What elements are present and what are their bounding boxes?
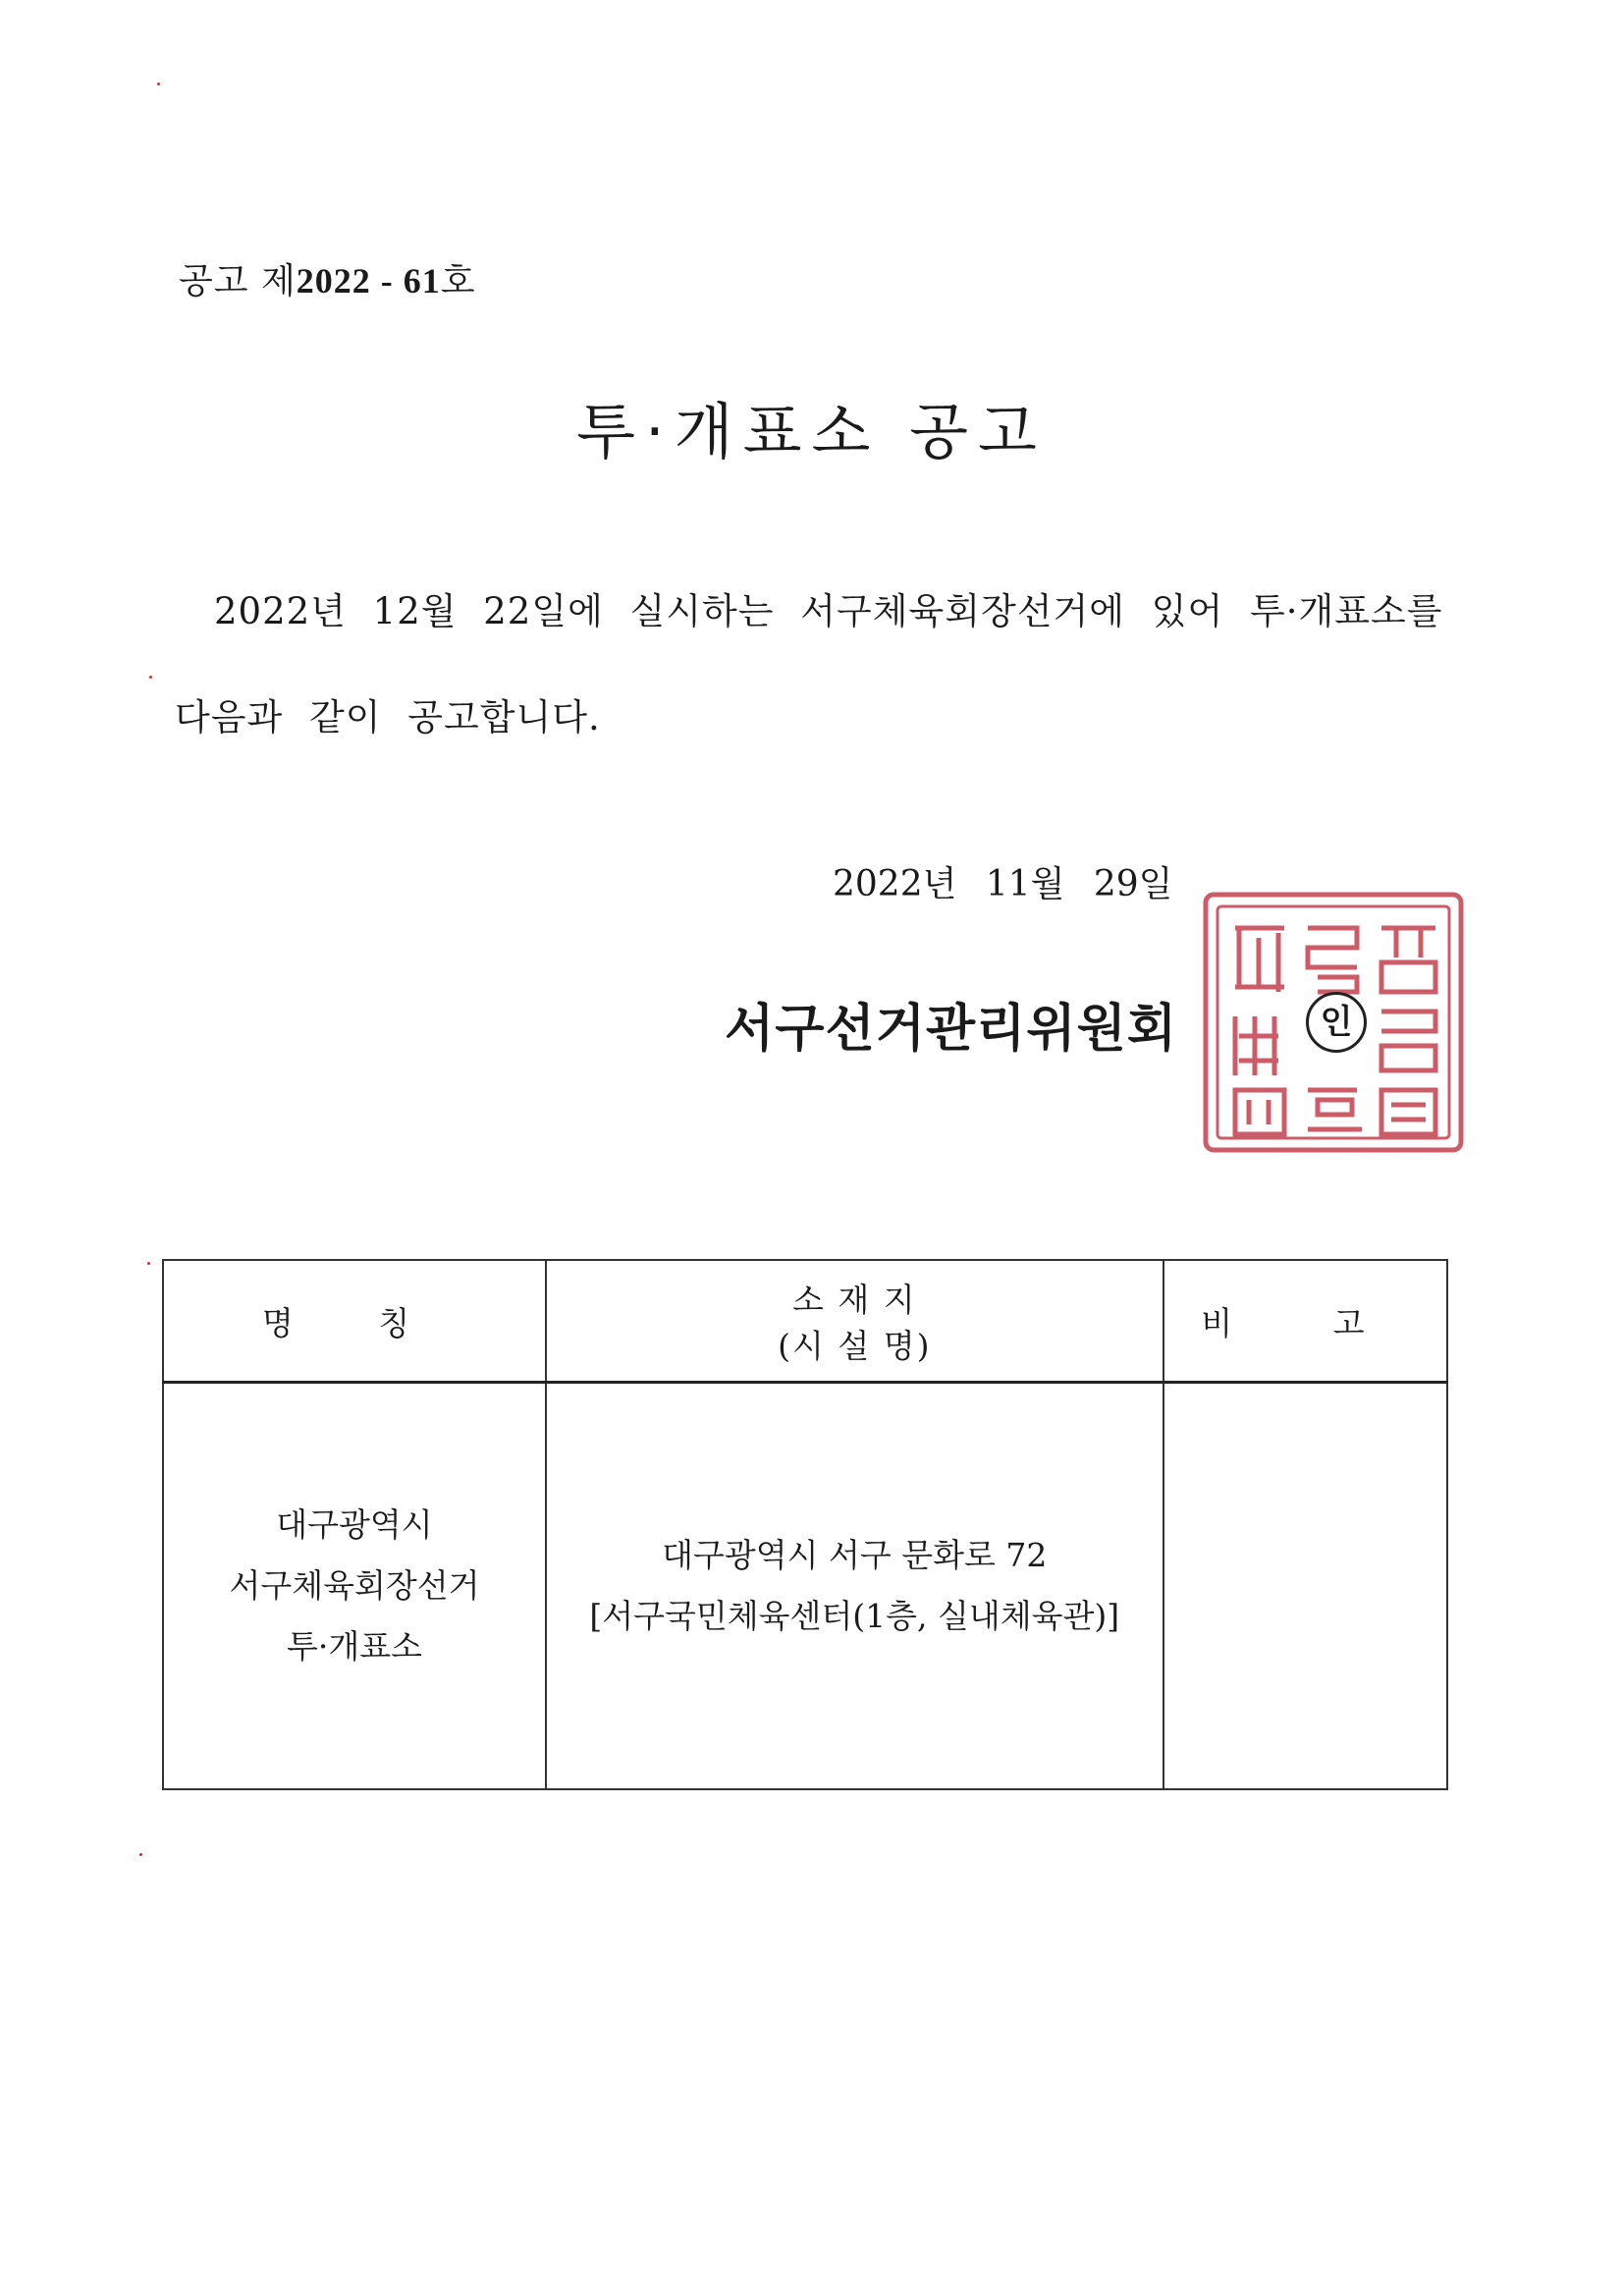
scan-speck <box>147 1262 150 1265</box>
page-title: 투·개표소 공고 <box>576 396 1047 467</box>
cell-note <box>1163 1383 1447 1790</box>
notice-prefix: 공고 제 <box>179 261 297 301</box>
scan-speck <box>157 82 160 85</box>
cell-name-line2: 서구체육회장선거 <box>229 1566 480 1605</box>
cell-location-line1: 대구광역시 서구 문화로 72 <box>662 1536 1048 1574</box>
polling-places-table <box>162 1259 1448 1790</box>
notice-num: 2022 - 61 <box>296 261 441 301</box>
header-note: 비 고 <box>1163 1260 1447 1383</box>
header-name: 명 칭 <box>163 1260 546 1383</box>
cell-location-line2: [서구국민체육센터(1층, 실내체육관)] <box>589 1597 1120 1635</box>
cell-name-line3: 투·개표소 <box>286 1627 422 1666</box>
notice-suffix: 호 <box>440 261 476 301</box>
body-line-2: 다음과 같이 공고합니다. <box>175 696 601 738</box>
cell-location <box>546 1383 1163 1790</box>
scan-speck <box>149 676 152 679</box>
issuer-name: 서구선거관리위원회 <box>725 1000 1178 1059</box>
notice-number <box>179 253 476 303</box>
notice-date: 2022년 11월 29일 <box>833 864 1173 904</box>
body-line-1: 2022년 12월 22일에 실시하는 서구체육회장선거에 있어 투·개표소를 <box>214 590 1443 632</box>
table-row <box>163 1383 1447 1790</box>
cell-name-line1: 대구광역시 <box>276 1505 433 1544</box>
header-location-line2: (시 설 명) <box>778 1327 932 1365</box>
table-header-row <box>163 1260 1447 1383</box>
cell-name <box>163 1383 546 1790</box>
seal-mark: 인 <box>1306 992 1367 1053</box>
header-location <box>546 1260 1163 1383</box>
header-location-line1: 소 재 지 <box>791 1281 917 1319</box>
scan-speck <box>139 1853 142 1856</box>
